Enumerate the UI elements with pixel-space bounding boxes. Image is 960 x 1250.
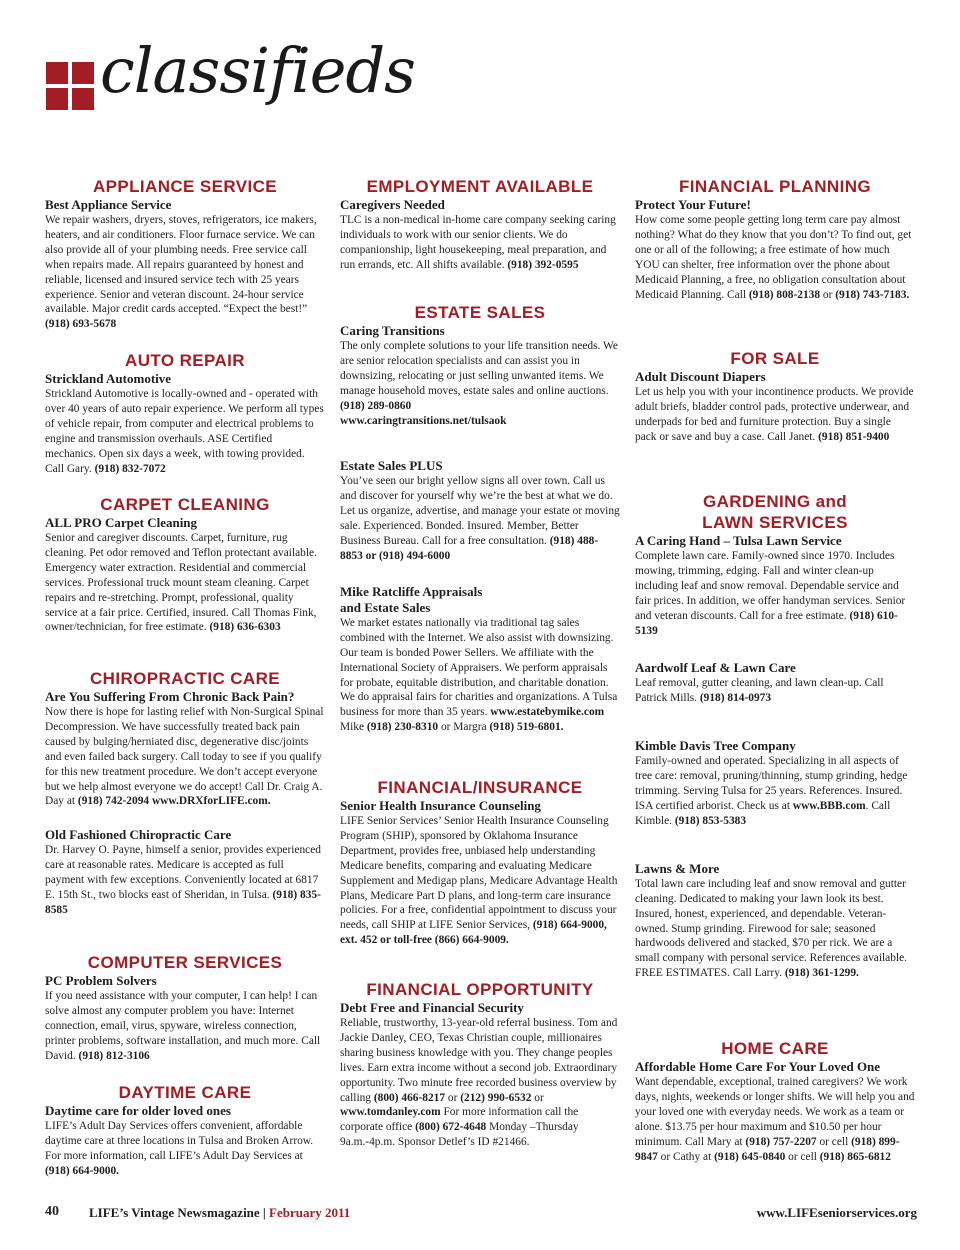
section-employment bbox=[340, 176, 620, 273]
phone-number: (918) 899-9847 bbox=[635, 1135, 900, 1163]
phone-number: (918) 851-9400 bbox=[818, 430, 890, 443]
ad-body: The only complete solutions to your life transition needs. We are senior relocation specialists and can assist you in downsizing, relocating or just selling unwanted items. We manage household moves, estate sales and online auctions. (918) 289-0860 www.caringtransitions.net/tulsaok bbox=[340, 340, 618, 427]
ad-title: Caring Transitions bbox=[340, 323, 445, 338]
ad-title: Best Appliance Service bbox=[45, 197, 172, 212]
website-link[interactable]: www.DRXforLIFE.com. bbox=[151, 795, 271, 808]
category-heading: CHIROPRACTIC CARE bbox=[89, 669, 281, 688]
phone-number: (918) 865-6812 bbox=[819, 1150, 891, 1163]
section-computer-services bbox=[45, 952, 325, 1064]
category-heading: FOR SALE bbox=[730, 349, 820, 368]
page-title: classifieds bbox=[100, 34, 415, 107]
ad-body: You’ve seen our bright yellow signs all over town. Call us and discover for yourself why we’re the best at what we do. Let us organize, advertise, and manage your estate or moving sale. Experienced. Bonded. Insured. Member, Better Business Bureau. Call for a free consultation. (918) 488-8853 or (918) 494-6000 bbox=[340, 475, 620, 562]
category-heading: GARDENING and LAWN SERVICES bbox=[702, 492, 848, 532]
phone-number: (918) 636-6303 bbox=[209, 621, 281, 634]
section-financial-planning bbox=[635, 176, 915, 302]
ad-title: Kimble Davis Tree Company bbox=[635, 738, 796, 754]
masthead bbox=[46, 34, 466, 140]
ad-body: Want dependable, exceptional, trained caregivers? We work days, nights, weekends or longer shifts. We will help you and your loved one with everyday needs. We work as a team or alone. $13.75 per hour maximum and $10.50 per hour minimum. Call Mary at (918) 757-2207 or cell (918) 899-9847 or Cathy at (918) 645-0840 or cell (918) 865-6812 bbox=[635, 1076, 915, 1163]
phone-number: (918) 853-5383 bbox=[674, 814, 747, 827]
phone-number: (918) 743-7183. bbox=[835, 288, 910, 301]
phone-number: (918) 812-3106 bbox=[78, 1049, 150, 1062]
phone-number: (800) 466-8217 bbox=[373, 1091, 446, 1104]
phone-number: (918) 814-0973 bbox=[699, 692, 772, 705]
section-daytime-care bbox=[45, 1082, 325, 1179]
ad-body: LIFE Senior Services’ Senior Health Insurance Counseling Program (SHIP), sponsored by Oklahoma Insurance Department, provides free, unbiased help understanding Medicare benefits, comparing and evaluating Medicare Supplement and Medigap plans, Medicare Advantage Health Plans, Medicare Part D plans, and long-term care insurance policies. For a free, confidential appointment to discuss your needs, call SHIP at LIFE Senior Services, (918) 664-9000, ext. 452 or toll-free (866) 664-9009. bbox=[340, 815, 618, 947]
ad-body: Dr. Harvey O. Payne, himself a senior, provides experienced care at reasonable rates. Medicare is accepted as full payment with few exceptions. Conveniently located at 6817 E. 15th St., two blocks east of Sheridan, in Tulsa. (918) 835-8585 bbox=[45, 844, 321, 916]
phone-number: (918) 230-8310 bbox=[366, 721, 439, 734]
ad-title: ALL PRO Carpet Cleaning bbox=[45, 515, 198, 530]
page-number: 40 bbox=[45, 1204, 59, 1219]
website-link[interactable]: www.estatebymike.com bbox=[490, 706, 605, 719]
ad-body: Complete lawn care. Family-owned since 1970. Includes mowing, trimming, edging. Fall and winter clean-up including leaf and snow removal. Dependable service and fair prices. In addition, we offer handyman services. Senior and veteran discounts. Call for a free estimate. (918) 610-5139 bbox=[635, 550, 906, 637]
category-heading: AUTO REPAIR bbox=[125, 351, 245, 370]
category-heading: APPLIANCE SERVICE bbox=[92, 177, 278, 196]
category-heading: COMPUTER SERVICES bbox=[87, 953, 283, 972]
category-heading: FINANCIAL PLANNING bbox=[679, 177, 871, 196]
phone-number: (918) 519-6801. bbox=[489, 721, 564, 734]
ad-title: Caregivers Needed bbox=[340, 197, 445, 212]
category-heading: ESTATE SALES bbox=[414, 303, 546, 322]
ad-body: Senior and caregiver discounts. Carpet, furniture, rug cleaning. Pet odor removed and Teflon protectant available. Emergency water extraction. Residential and commercial services. Professional truck mount steam cleaning. Carpet repairs and re-stretching. Prompt, professional, quality service at a fair price. Certified, insured. Call Thomas Fink, owner/technician, for free estimate. (918) 636-6303 bbox=[45, 532, 317, 634]
ad-body: If you need assistance with your computer, I can help! I can solve almost any computer problem you have: Internet connection, email, virus, spyware, wireless connection, printer problems, software installation, and much more. Call David. (918) 812-3106 bbox=[45, 990, 321, 1062]
phone-number: (918) 645-0840 bbox=[714, 1150, 786, 1163]
section-estate-sales bbox=[340, 302, 620, 735]
ad-body: Leaf removal, gutter cleaning, and lawn clean-up. Call Patrick Mills. (918) 814-0973 bbox=[635, 677, 884, 705]
section-auto-repair bbox=[45, 350, 325, 476]
ad-body: TLC is a non-medical in-home care company seeking caring individuals to work with our senior clients. We do companionship, light housekeeping, meal preparation, and run errands, etc. All shifts available. (918) 392-0595 bbox=[340, 214, 616, 271]
ad-title: Adult Discount Diapers bbox=[635, 369, 766, 384]
section-carpet-cleaning bbox=[45, 494, 325, 635]
ad-title: Aardwolf Leaf & Lawn Care bbox=[635, 660, 796, 676]
issue-date: February 2011 bbox=[269, 1205, 351, 1220]
category-heading: EMPLOYMENT AVAILABLE bbox=[366, 177, 594, 196]
ad-title: Mike Ratcliffe Appraisals and Estate Sales bbox=[340, 583, 483, 615]
category-heading: DAYTIME CARE bbox=[118, 1083, 252, 1102]
ad-body: Strickland Automotive is locally-owned and - operated with over 40 years of auto repair experience. We perform all types of vehicle repair, from computer and electrical problems to engine and transmission overhauls. ASE Certified mechanics. Open six days a week, with towing provided. Call Gary. (918) 832-7072 bbox=[45, 388, 324, 475]
phone-number: (918) 664-9000, ext. 452 or toll-free (866) 664-9009. bbox=[340, 919, 607, 947]
ad-body: We market estates nationally via traditional tag sales combined with the Internet. We also assist with downsizing. Our team is bonded Power Sellers. We affiliate with the International Society of Appraisers. We perform appraisals for probate, equitable distribution, and charitable donation. We do appraisal fairs for charities and organizations. A Tulsa business for more than 35 years. www.estatebymike.com Mike (918) 230-8310 or Margra (918) 519-6801. bbox=[340, 616, 618, 734]
magazine-name: LIFE’s Vintage Newsmagazine | February 2011 bbox=[89, 1205, 351, 1220]
ad-title: Are You Suffering From Chronic Back Pain? bbox=[45, 689, 295, 704]
section-chiropractic bbox=[45, 668, 325, 918]
phone-number: (918) 757-2207 bbox=[745, 1135, 817, 1148]
phone-number: (918) 835-8585 bbox=[45, 889, 321, 916]
ad-body: Let us help you with your incontinence products. We provide adult briefs, bladder control pads, protective underwear, and underpads for bed and furniture protection. Buy a single pack or save and buy a case. Call Janet. (918) 851-9400 bbox=[635, 386, 914, 443]
phone-number: (918) 664-9000. bbox=[45, 1164, 120, 1177]
logo-squares-icon bbox=[46, 62, 94, 110]
category-heading: FINANCIAL OPPORTUNITY bbox=[366, 980, 594, 999]
ad-body: Reliable, trustworthy, 13-year-old referral business. Tom and Jackie Danley, CEO, Texas Christian couple, millionaires sharing business knowledge with you. They change peoples lives. Earn extra income without a second job. Extraordinary opportunity. Two minute free recorded business overview by calling (800) 466-8217 or (212) 990-6532 or www.tomdanley.com For more information call the corporate office (800) 672-4648 Monday –Thursday 9a.m.-4p.m. Sponsor Detlef’s ID #21466. bbox=[340, 1017, 618, 1149]
ad-title: Lawns & More bbox=[635, 860, 720, 876]
ad-body: Family-owned and operated. Specializing in all aspects of tree care: removal, pruning/thinning, stump grinding, hedge trimming. Serving Tulsa for 25 years. References. Insured. ISA certified arborist. Check us at www.BBB.com. Call Kimble. (918) 853-5383 bbox=[635, 755, 908, 827]
page-footer bbox=[45, 1204, 917, 1224]
section-home-care bbox=[635, 1038, 915, 1164]
ad-title: Old Fashioned Chiropractic Care bbox=[45, 827, 232, 843]
phone-number: (918) 488-8853 or (918) 494-6000 bbox=[340, 535, 599, 562]
phone-number: (918) 610-5139 bbox=[635, 609, 898, 637]
ad-title: Senior Health Insurance Counseling bbox=[340, 798, 541, 813]
ad-body: Now there is hope for lasting relief with Non-Surgical Spinal Decompression. We have successfully treated back pain caused by bulging/herniated disc, degenerative disc/joints and even failed back surgery. Call today to see if you qualify for this new treatment procedure. We don’t accept everyone but we help almost everyone we do accept! Call Dr. Craig A. Day at (918) 742-2094 www.DRXforLIFE.com. bbox=[45, 706, 324, 808]
phone-number: (918) 392-0595 bbox=[507, 258, 579, 271]
phone-number: (918) 289-0860 bbox=[340, 399, 412, 412]
section-gardening bbox=[635, 491, 915, 981]
category-heading: CARPET CLEANING bbox=[100, 495, 270, 514]
ad-title: PC Problem Solvers bbox=[45, 973, 157, 988]
website-link[interactable]: www.tomdanley.com bbox=[340, 1106, 441, 1119]
category-heading: HOME CARE bbox=[721, 1039, 829, 1058]
phone-number: (918) 742-2094 bbox=[77, 795, 150, 808]
ad-title: Estate Sales PLUS bbox=[340, 458, 443, 474]
ad-body: LIFE’s Adult Day Services offers convenient, affordable daytime care at three locations in Tulsa and Broken Arrow. For more information, call LIFE’s Adult Day Services at (918) 664-9000. bbox=[45, 1120, 314, 1177]
section-financial-opportunity bbox=[340, 979, 620, 1150]
phone-number: (212) 990-6532 bbox=[460, 1091, 532, 1104]
ad-body: Total lawn care including leaf and snow removal and gutter cleaning. Dedicated to making your lawn look its best. Insured, honest, experienced, and dependable. Veteran-owned. Stump grinding. Firewood for sale; seasoned hardwoods delivered and stacked, $70 per rick. We are a small company with personal service. References available. FREE ESTIMATES. Call Larry. (918) 361-1299. bbox=[635, 877, 908, 980]
website-link[interactable]: www.caringtransitions.net/tulsaok bbox=[340, 414, 507, 427]
phone-number: (918) 808-2138 bbox=[748, 288, 821, 301]
ad-body: We repair washers, dryers, stoves, refrigerators, ice makers, heaters, and air conditioners. Floor furnace service. We can also provide all of your plumbing needs. Free service call when repairs made. All repairs guaranteed by honest and reliable, licensed and insured service tech with 25 years experience. Senior and veteran discount. 24-hour service available. Major credit cards accepted. “Expect the best!” (918) 693-5678 bbox=[45, 214, 317, 331]
section-appliance bbox=[45, 176, 325, 332]
ad-title: Protect Your Future! bbox=[635, 197, 751, 212]
website-link[interactable]: www.BBB.com bbox=[792, 799, 866, 812]
section-financial-insurance bbox=[340, 777, 620, 948]
phone-number: (918) 693-5678 bbox=[45, 318, 117, 331]
ad-title: Debt Free and Financial Security bbox=[340, 1000, 524, 1015]
phone-number: (918) 832-7072 bbox=[94, 462, 166, 475]
category-heading: FINANCIAL/INSURANCE bbox=[377, 778, 583, 797]
ad-title: Daytime care for older loved ones bbox=[45, 1103, 231, 1118]
website-link[interactable]: www.LIFEseniorservices.org bbox=[756, 1205, 917, 1220]
phone-number: (800) 672-4648 bbox=[415, 1121, 487, 1134]
ad-body: How come some people getting long term care pay almost nothing? What do they know that you don’t? To find out, get one or all of the following; a free estimate of how much YOU can shelter, free information over the phone about Medicaid Planning, a free, no obligation consultation about Medicaid Planning. Call (918) 808-2138 or (918) 743-7183. bbox=[635, 214, 912, 301]
phone-number: (918) 361-1299. bbox=[784, 967, 859, 980]
ad-title: A Caring Hand – Tulsa Lawn Service bbox=[635, 533, 842, 548]
ad-title: Affordable Home Care For Your Loved One bbox=[635, 1059, 881, 1074]
ad-title: Strickland Automotive bbox=[45, 371, 172, 386]
section-for-sale bbox=[635, 348, 915, 445]
